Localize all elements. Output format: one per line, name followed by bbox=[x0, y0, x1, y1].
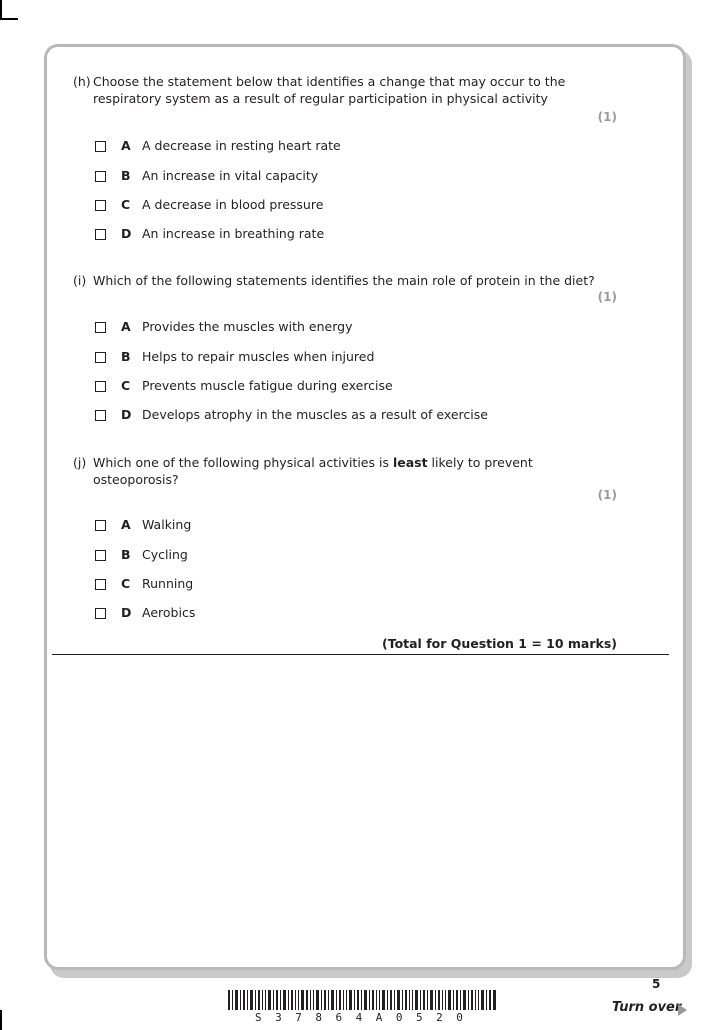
option-row bbox=[0, 349, 600, 367]
question-mark: (1) bbox=[597, 488, 617, 502]
answer-checkbox[interactable] bbox=[95, 550, 106, 561]
option-letter: C bbox=[121, 576, 131, 591]
answer-checkbox[interactable] bbox=[95, 200, 106, 211]
question-text-part: likely to prevent osteoporosis? bbox=[93, 455, 533, 487]
answer-checkbox[interactable] bbox=[95, 141, 106, 152]
option-row bbox=[0, 547, 600, 565]
question-letter: (j) bbox=[73, 455, 87, 470]
option-row bbox=[0, 517, 600, 535]
barcode bbox=[228, 990, 496, 1010]
option-row bbox=[0, 197, 600, 215]
option-letter: A bbox=[121, 517, 131, 532]
option-row bbox=[0, 605, 600, 623]
answer-checkbox[interactable] bbox=[95, 520, 106, 531]
option-text: Cycling bbox=[142, 547, 188, 562]
option-letter: D bbox=[121, 226, 132, 241]
crop-mark-top-left bbox=[0, 18, 18, 20]
answer-checkbox[interactable] bbox=[95, 381, 106, 392]
option-text: Provides the muscles with energy bbox=[142, 319, 353, 334]
page-number: 5 bbox=[652, 977, 661, 991]
turn-over-link[interactable]: Turn over bbox=[612, 1000, 682, 1015]
option-letter: C bbox=[121, 197, 131, 212]
option-letter: B bbox=[121, 349, 131, 364]
crop-mark-bottom-left bbox=[0, 1010, 2, 1030]
question-text-part: Which one of the following physical activities is bbox=[93, 455, 393, 470]
option-text: An increase in breathing rate bbox=[142, 226, 325, 241]
answer-checkbox[interactable] bbox=[95, 322, 106, 333]
option-row bbox=[0, 378, 600, 396]
option-row bbox=[0, 576, 600, 594]
option-letter: D bbox=[121, 407, 132, 422]
question-mark: (1) bbox=[597, 290, 617, 304]
barcode-text: S37864A0520 bbox=[255, 1011, 477, 1024]
option-text: Helps to repair muscles when injured bbox=[142, 349, 375, 364]
option-letter: D bbox=[121, 605, 132, 620]
option-row bbox=[0, 226, 600, 244]
question-mark: (1) bbox=[597, 110, 617, 124]
option-text: Aerobics bbox=[142, 605, 196, 620]
option-text: A decrease in blood pressure bbox=[142, 197, 324, 212]
option-text: A decrease in resting heart rate bbox=[142, 138, 341, 153]
option-letter: A bbox=[121, 138, 131, 153]
question-text-emphasis: least bbox=[392, 455, 428, 470]
option-row bbox=[0, 319, 600, 337]
arrow-right-icon[interactable] bbox=[678, 1004, 687, 1016]
option-text: Develops atrophy in the muscles as a result of exercise bbox=[142, 407, 488, 422]
option-letter: B bbox=[121, 168, 131, 183]
option-row bbox=[0, 168, 600, 186]
question-text bbox=[93, 454, 533, 488]
answer-checkbox[interactable] bbox=[95, 608, 106, 619]
question-text: Which of the following statements identifies the main role of protein in the diet? bbox=[93, 273, 595, 288]
answer-checkbox[interactable] bbox=[95, 352, 106, 363]
option-row bbox=[0, 407, 600, 425]
answer-checkbox[interactable] bbox=[95, 410, 106, 421]
divider bbox=[52, 654, 669, 655]
answer-checkbox[interactable] bbox=[95, 171, 106, 182]
option-letter: B bbox=[121, 547, 131, 562]
crop-mark-top-left-vertical bbox=[0, 0, 2, 20]
option-text: Running bbox=[142, 576, 194, 591]
question-letter: (h) bbox=[73, 74, 91, 89]
total-marks: (Total for Question 1 = 10 marks) bbox=[381, 636, 617, 651]
answer-checkbox[interactable] bbox=[95, 579, 106, 590]
option-text: An increase in vital capacity bbox=[142, 168, 319, 183]
option-text: Walking bbox=[142, 517, 192, 532]
option-row bbox=[0, 138, 600, 156]
question-text: Choose the statement below that identifies a change that may occur to the respiratory system as a result of regular participation in physical activity bbox=[93, 74, 566, 106]
option-text: Prevents muscle fatigue during exercise bbox=[142, 378, 393, 393]
option-letter: A bbox=[121, 319, 131, 334]
question-letter: (i) bbox=[73, 273, 87, 288]
answer-checkbox[interactable] bbox=[95, 229, 106, 240]
option-letter: C bbox=[121, 378, 131, 393]
